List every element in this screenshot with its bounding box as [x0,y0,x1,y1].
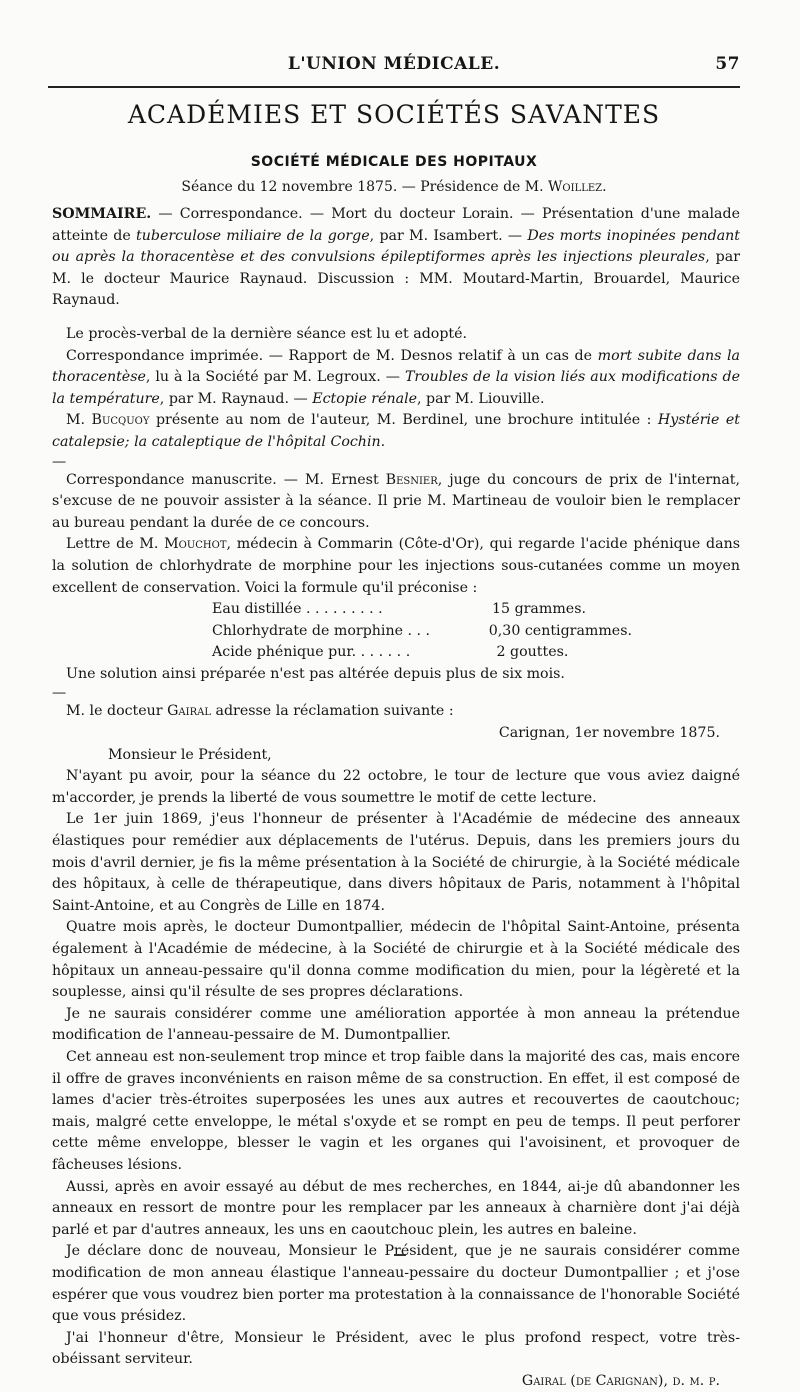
page-number: 57 [715,54,740,74]
summary-paragraph: SOMMAIRE. — Correspondance. — Mort du docteur Lorain. — Présentation d'une malade atteinte de tuberculose miliaire de la gorge, par M. Isambert. — Des morts inopinées pendant ou après la thoracentèse et des convulsions épileptiformes après les injections pleurales, par M. le docteur Maurice Raynaud. Discussion : MM. Moutard-Martin, Brouardel, Maurice Raynaud. [52,206,741,309]
letter-paragraph: Je déclare donc de nouveau, Monsieur le Président, que je ne saurais considérer comme modification de mon anneau élastique l'anneau-pessaire du docteur Dumontpallier ; et j'ose espérer que vous voudrez bien porter ma protestation à la connaissance de l'honorable Société que vous présidez. [52,1243,740,1325]
running-head [48,54,740,74]
separator-dash: — [52,685,67,702]
letter-paragraph: Aussi, après en avoir essayé au début de mes recherches, en 1844, ai-je dû abandonner les anneaux en ressort de montre pour les remplacer par les anneaux à charnière dont j'ai déjà parlé et par d'autres anneaux, les uns en caoutchouc plein, les autres en baleine. [52,1178,740,1238]
session-line: Séance du 12 novembre 1875. — Présidence de M. Woillez. [181,179,607,195]
correspondance-manuscrite-paragraph: Correspondance manuscrite. — M. Ernest Besnier, juge du concours de prix de l'internat, s'excuse de ne pouvoir assister à la séance. Il prie M. Martineau de vouloir bien le remplacer au bureau pendant la durée de ce concours. [52,471,740,531]
header-rule [48,86,740,88]
gairal-intro-paragraph: M. le docteur Gairal adresse la réclamation suivante : [66,703,454,720]
journal-title: L'UNION MÉDICALE. [287,54,501,74]
section-title: ACADÉMIES ET SOCIÉTÉS SAVANTES [127,100,661,129]
letter-place-date: Carignan, 1er novembre 1875. [498,725,720,742]
letter-paragraph: Le 1er juin 1869, j'eus l'honneur de présenter à l'Académie de médecine des anneaux élastiques pour remédier aux déplacements de l'utérus. Depuis, dans les premiers jours du mois d'avril dernier, je fis la même présentation à la Société de chirurgie, à la Société médicale des hôpitaux, à celle de thérapeutique, dans divers hôpitaux de Paris, notamment à l'hôpital Saint-Antoine, et au Congrès de Lille en 1874. [52,811,740,914]
letter-paragraph: Quatre mois après, le docteur Dumontpallier, médecin de l'hôpital Saint-Antoine, présenta également à l'Académie de médecine, à la Société de chirurgie et à la Société médicale des hôpitaux un anneau-pessaire qu'il donna comme modification du mien, pour la légèreté et la souplesse, ainsi qu'il résulte de ses propres déclarations. [52,919,740,1001]
article-body [52,204,740,1392]
formula-row: Acide phénique pur. . . . . . . 2 gouttes. [212,644,569,661]
bucquoy-paragraph: M. Bucquoy présente au nom de l'auteur, M. Berdinel, une brochure intitulée : Hystérie et catalepsie; la cataleptique de l'hôpital Cochin. [52,412,740,450]
correspondance-imprimee-paragraph: Correspondance imprimée. — Rapport de M. Desnos relatif à un cas de mort subite dans la thoracentèse, lu à la Société par M. Legroux. — Troubles de la vision liés aux modifications de la température, par M. Raynaud. — Ectopie rénale, par M. Liouville. [52,347,740,407]
society-title: SOCIÉTÉ MÉDICALE DES HOPITAUX [250,154,538,170]
letter-paragraph: N'ayant pu avoir, pour la séance du 22 octobre, le tour de lecture que vous aviez daigné m'accorder, je prends la liberté de vous soumettre le motif de cette lecture. [52,768,740,806]
president-name: Woillez. [548,179,607,195]
letter-paragraph: Cet anneau est non-seulement trop mince et trop faible dans la majorité des cas, mais encore il offre de graves inconvénients en raison même de sa construction. En effet, il est composé de lames d'acier très-étroites superposées les unes aux autres et recouvertes de caoutchouc; mais, malgré cette enveloppe, le métal s'oxyde et se rompt en peu de temps. Il peut perforer cette même enveloppe, blesser le vagin et les organes qui l'avoisinent, et provoquer de fâcheuses lésions. [52,1048,740,1173]
letter-paragraph: Je ne saurais considérer comme une amélioration apportée à mon anneau la prétendue modification de l'anneau-pessaire de M. Dumontpallier. [52,1005,740,1044]
letter-signature: Gairal (de Carignan), d. m. p. [521,1372,720,1389]
letter-paragraph: J'ai l'honneur d'être, Monsieur le Président, avec le plus profond respect, votre très-obéissant serviteur. [52,1329,740,1368]
solution-paragraph: Une solution ainsi préparée n'est pas altérée depuis plus de six mois. [66,665,565,682]
letter-salutation: Monsieur le Président, [108,746,272,763]
end-mark [394,1254,406,1256]
formula-row: Chlorhydrate de morphine . . . 0,30 centigrammes. [212,622,632,639]
proces-verbal-paragraph: Le procès-verbal de la dernière séance est lu et adopté. [66,325,468,342]
mouchot-paragraph: Lettre de M. Mouchot, médecin à Commarin (Côte-d'Or), qui regarde l'acide phénique dans la solution de chlorhydrate de morphine pour les injections sous-cutanées comme un moyen excellent de conservation. Voici la formule qu'il préconise : [52,536,740,596]
formula-block [212,599,632,664]
separator-dash: — [52,453,67,470]
formula-row: Eau distillée . . . . . . . . . 15 grammes. [212,601,586,618]
